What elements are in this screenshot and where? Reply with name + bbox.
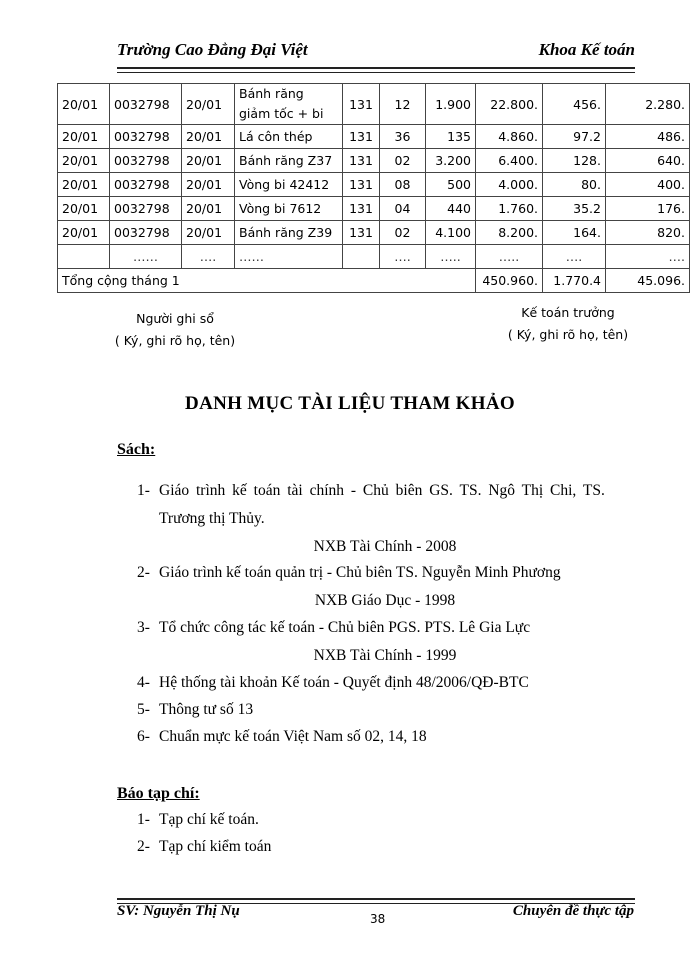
list-item: 4- Hệ thống tài khoản Kế toán - Quyết định 48/2006/QĐ-BTC: [137, 674, 529, 691]
table-row: [58, 221, 690, 245]
journals-heading: Báo tạp chí:: [117, 785, 200, 802]
school-name: Trường Cao Đẳng Đại Việt: [117, 40, 308, 59]
list-item: 5- Thông tư số 13: [137, 701, 254, 718]
cell-ellipsis: ….: [543, 245, 606, 269]
page-title: DANH MỤC TÀI LIỆU THAM KHẢO: [185, 393, 515, 414]
signature-title: Người ghi sổ: [136, 311, 214, 326]
cell-description: Bánh răng Z39: [235, 221, 343, 245]
cell-ellipsis: …..: [476, 245, 543, 269]
cell-ellipsis: …..: [426, 245, 476, 269]
page-number: 38: [370, 912, 386, 926]
cell-doc-date: 20/01: [182, 149, 235, 173]
cell-quantity: 04: [380, 197, 426, 221]
cell-amount: 1.760.: [476, 197, 543, 221]
cell-amount: 6.400.: [476, 149, 543, 173]
cell-date: 20/01: [58, 125, 110, 149]
cell-doc-date: 20/01: [182, 84, 235, 125]
cell-quantity: 12: [380, 84, 426, 125]
cell-ellipsis: ……: [235, 245, 343, 269]
cell-doc-date: 20/01: [182, 221, 235, 245]
publisher-line: NXB Giáo Dục - 1998: [314, 592, 456, 609]
cell-doc-date: 20/01: [182, 197, 235, 221]
cell-description: Vòng bi 7612: [235, 197, 343, 221]
cell-description: Vòng bi 42412: [235, 173, 343, 197]
cell-amount: 4.860.: [476, 125, 543, 149]
page-header: [117, 40, 635, 62]
cell-value-b: 820.: [606, 221, 690, 245]
cell-unit-price: 440: [426, 197, 476, 221]
cell-unit-price: 135: [426, 125, 476, 149]
cell-account: 131: [343, 173, 380, 197]
cell-date: 20/01: [58, 197, 110, 221]
cell-date: 20/01: [58, 221, 110, 245]
cell-account: 131: [343, 149, 380, 173]
list-item: 3- Tổ chức công tác kế toán - Chủ biên PGS. PTS. Lê Gia Lực: [137, 619, 531, 636]
cell-value-a: 35.2: [543, 197, 606, 221]
total-value-b: 45.096.: [606, 269, 690, 293]
cell-unit-price: 1.900: [426, 84, 476, 125]
cell-account: 131: [343, 125, 380, 149]
cell-amount: 22.800.: [476, 84, 543, 125]
cell-doc-no: 0032798: [110, 221, 182, 245]
cell-amount: 4.000.: [476, 173, 543, 197]
signature-title: Kế toán trưởng: [521, 305, 615, 320]
cell-date: 20/01: [58, 173, 110, 197]
publisher-line: NXB Tài Chính - 2008: [313, 538, 457, 555]
table-row: [58, 197, 690, 221]
cell-value-a: 164.: [543, 221, 606, 245]
cell-ellipsis: ….: [380, 245, 426, 269]
table-row: [58, 84, 690, 125]
cell-doc-date: 20/01: [182, 125, 235, 149]
books-heading: Sách:: [117, 441, 156, 458]
cell-description: Bánh răng giảm tốc + bi: [235, 84, 343, 125]
cell-doc-no: 0032798: [110, 125, 182, 149]
cell-description: Lá côn thép: [235, 125, 343, 149]
cell-account: 131: [343, 221, 380, 245]
cell-value-b: 2.280.: [606, 84, 690, 125]
table-row-total: [58, 269, 690, 293]
list-item: 1- Giáo trình kế toán tài chính - Chủ biên GS. TS. Ngô Thị Chi, TS.: [137, 482, 605, 499]
cell-date: 20/01: [58, 149, 110, 173]
cell-ellipsis: [343, 245, 380, 269]
cell-doc-no: 0032798: [110, 197, 182, 221]
cell-value-b: 486.: [606, 125, 690, 149]
report-type: Chuyên đề thực tập: [512, 903, 634, 919]
cell-value-a: 128.: [543, 149, 606, 173]
cell-quantity: 36: [380, 125, 426, 149]
cell-amount: 8.200.: [476, 221, 543, 245]
cell-unit-price: 3.200: [426, 149, 476, 173]
cell-ellipsis: ……: [110, 245, 182, 269]
table-row: [58, 125, 690, 149]
total-amount: 450.960.: [476, 269, 543, 293]
cell-description: Bánh răng Z37: [235, 149, 343, 173]
cell-quantity: 02: [380, 149, 426, 173]
table-row: [58, 149, 690, 173]
cell-ellipsis: ….: [182, 245, 235, 269]
total-value-a: 1.770.4: [543, 269, 606, 293]
signature-recorder: [100, 311, 250, 355]
cell-doc-no: 0032798: [110, 149, 182, 173]
cell-quantity: 02: [380, 221, 426, 245]
student-name: SV: Nguyễn Thị Nụ: [117, 903, 240, 919]
list-item: 2- Tạp chí kiểm toán: [137, 838, 272, 855]
total-label: Tổng cộng tháng 1: [58, 269, 476, 293]
cell-date: 20/01: [58, 84, 110, 125]
cell-value-b: 640.: [606, 149, 690, 173]
signature-note: ( Ký, ghi rõ họ, tên): [507, 327, 629, 342]
table-row: [58, 173, 690, 197]
cell-doc-no: 0032798: [110, 84, 182, 125]
list-item: 6- Chuẩn mực kế toán Việt Nam số 02, 14, 18: [137, 728, 427, 745]
department-name: Khoa Kế toán: [538, 40, 635, 59]
cell-doc-date: 20/01: [182, 173, 235, 197]
header-rule: [117, 67, 635, 73]
cell-value-a: 80.: [543, 173, 606, 197]
ledger-table: [57, 83, 690, 293]
cell-value-b: 400.: [606, 173, 690, 197]
cell-account: 131: [343, 84, 380, 125]
cell-quantity: 08: [380, 173, 426, 197]
table-row-ellipsis: [58, 245, 690, 269]
list-item-continued: Trương thị Thủy.: [159, 510, 265, 527]
cell-doc-no: 0032798: [110, 173, 182, 197]
cell-ellipsis: ….: [606, 245, 690, 269]
signature-note: ( Ký, ghi rõ họ, tên): [114, 333, 236, 348]
cell-value-a: 97.2: [543, 125, 606, 149]
cell-ellipsis: [58, 245, 110, 269]
publisher-line: NXB Tài Chính - 1999: [313, 647, 457, 664]
list-item: 1- Tạp chí kế toán.: [137, 811, 259, 828]
cell-unit-price: 500: [426, 173, 476, 197]
cell-value-a: 456.: [543, 84, 606, 125]
cell-value-b: 176.: [606, 197, 690, 221]
list-item: 2- Giáo trình kế toán quản trị - Chủ biên TS. Nguyễn Minh Phương: [137, 564, 561, 581]
signature-chief-accountant: [483, 305, 653, 349]
cell-account: 131: [343, 197, 380, 221]
cell-unit-price: 4.100: [426, 221, 476, 245]
